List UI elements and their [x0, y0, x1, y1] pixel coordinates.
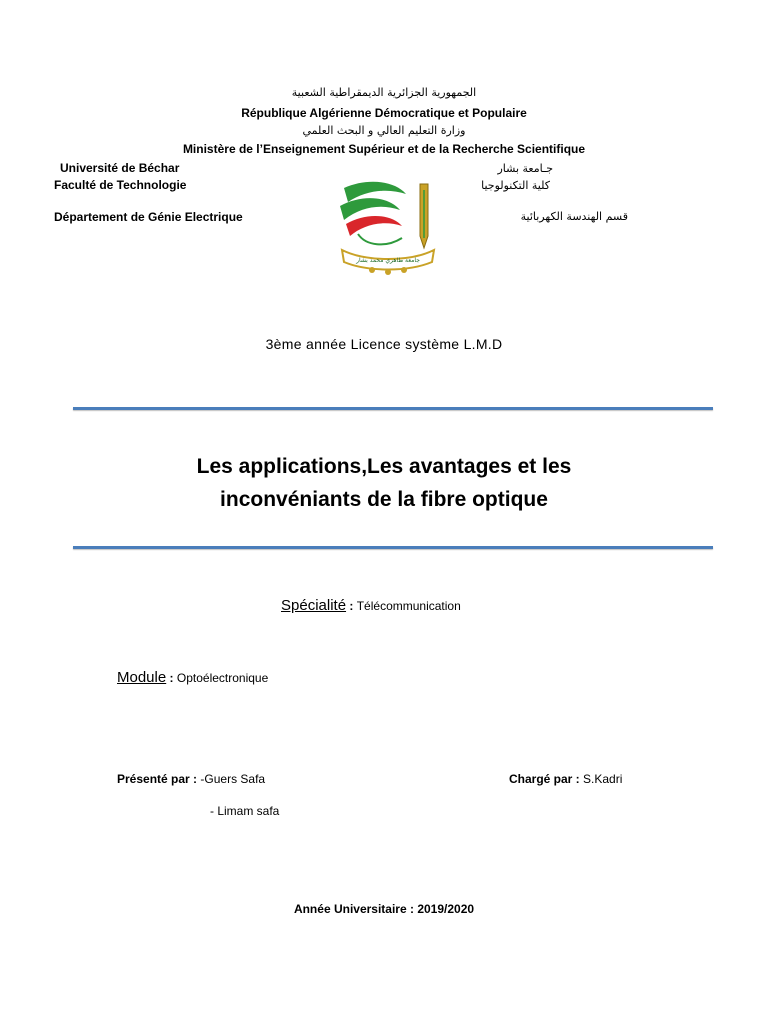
student-2: - Limam safa	[210, 804, 280, 818]
faculty-arabic: كلية التكنولوجيا	[481, 179, 550, 192]
supervisor-row	[509, 772, 622, 786]
ministry-arabic: وزارة التعليم العالي و البحث العلمي	[302, 124, 466, 137]
top-divider	[73, 407, 713, 410]
logo-red-swoosh	[346, 216, 402, 236]
module-row	[117, 669, 268, 687]
document-title	[0, 450, 768, 516]
module-label: Module	[117, 669, 167, 686]
speciality-value: Télécommunication	[356, 599, 461, 613]
supervisor-label: Chargé par :	[509, 772, 580, 786]
logo-ribbon-text: جامعة طاهري محمد بشار	[356, 257, 420, 264]
supervisor-value: S.Kadri	[583, 772, 623, 786]
speciality-label: Spécialité	[281, 597, 347, 614]
ministry-french: Ministère de l’Enseignement Supérieur et de la Recherche Scientifique	[182, 142, 586, 156]
academic-year: Année Universitaire : 2019/2020	[293, 902, 475, 916]
republic-french: République Algérienne Démocratique et Populaire	[241, 106, 527, 120]
university-arabic: جـامعة بشار	[497, 162, 553, 175]
level-text: 3ème année Licence système L.M.D	[265, 336, 503, 352]
republic-arabic: الجمهورية الجزائرية الديمقراطية الشعبية	[291, 86, 477, 99]
faculty-french: Faculté de Technologie	[54, 178, 187, 192]
university-french: Université de Béchar	[60, 161, 180, 175]
presented-label: Présenté par :	[117, 772, 198, 786]
title-line-1: Les applications,Les avantages et les	[196, 455, 572, 478]
title-line-2: inconvéniants de la fibre optique	[220, 488, 548, 511]
university-logo	[336, 176, 440, 276]
module-separator: :	[166, 671, 177, 685]
bottom-divider	[73, 546, 713, 549]
presented-row	[117, 772, 265, 786]
speciality-row	[281, 597, 461, 615]
module-value: Optoélectronique	[176, 671, 269, 685]
speciality-separator: :	[346, 599, 357, 613]
student-1: -Guers Safa	[200, 772, 266, 786]
department-arabic: قسم الهندسة الكهربائية	[520, 210, 628, 223]
department-french: Département de Génie Electrique	[54, 210, 243, 224]
